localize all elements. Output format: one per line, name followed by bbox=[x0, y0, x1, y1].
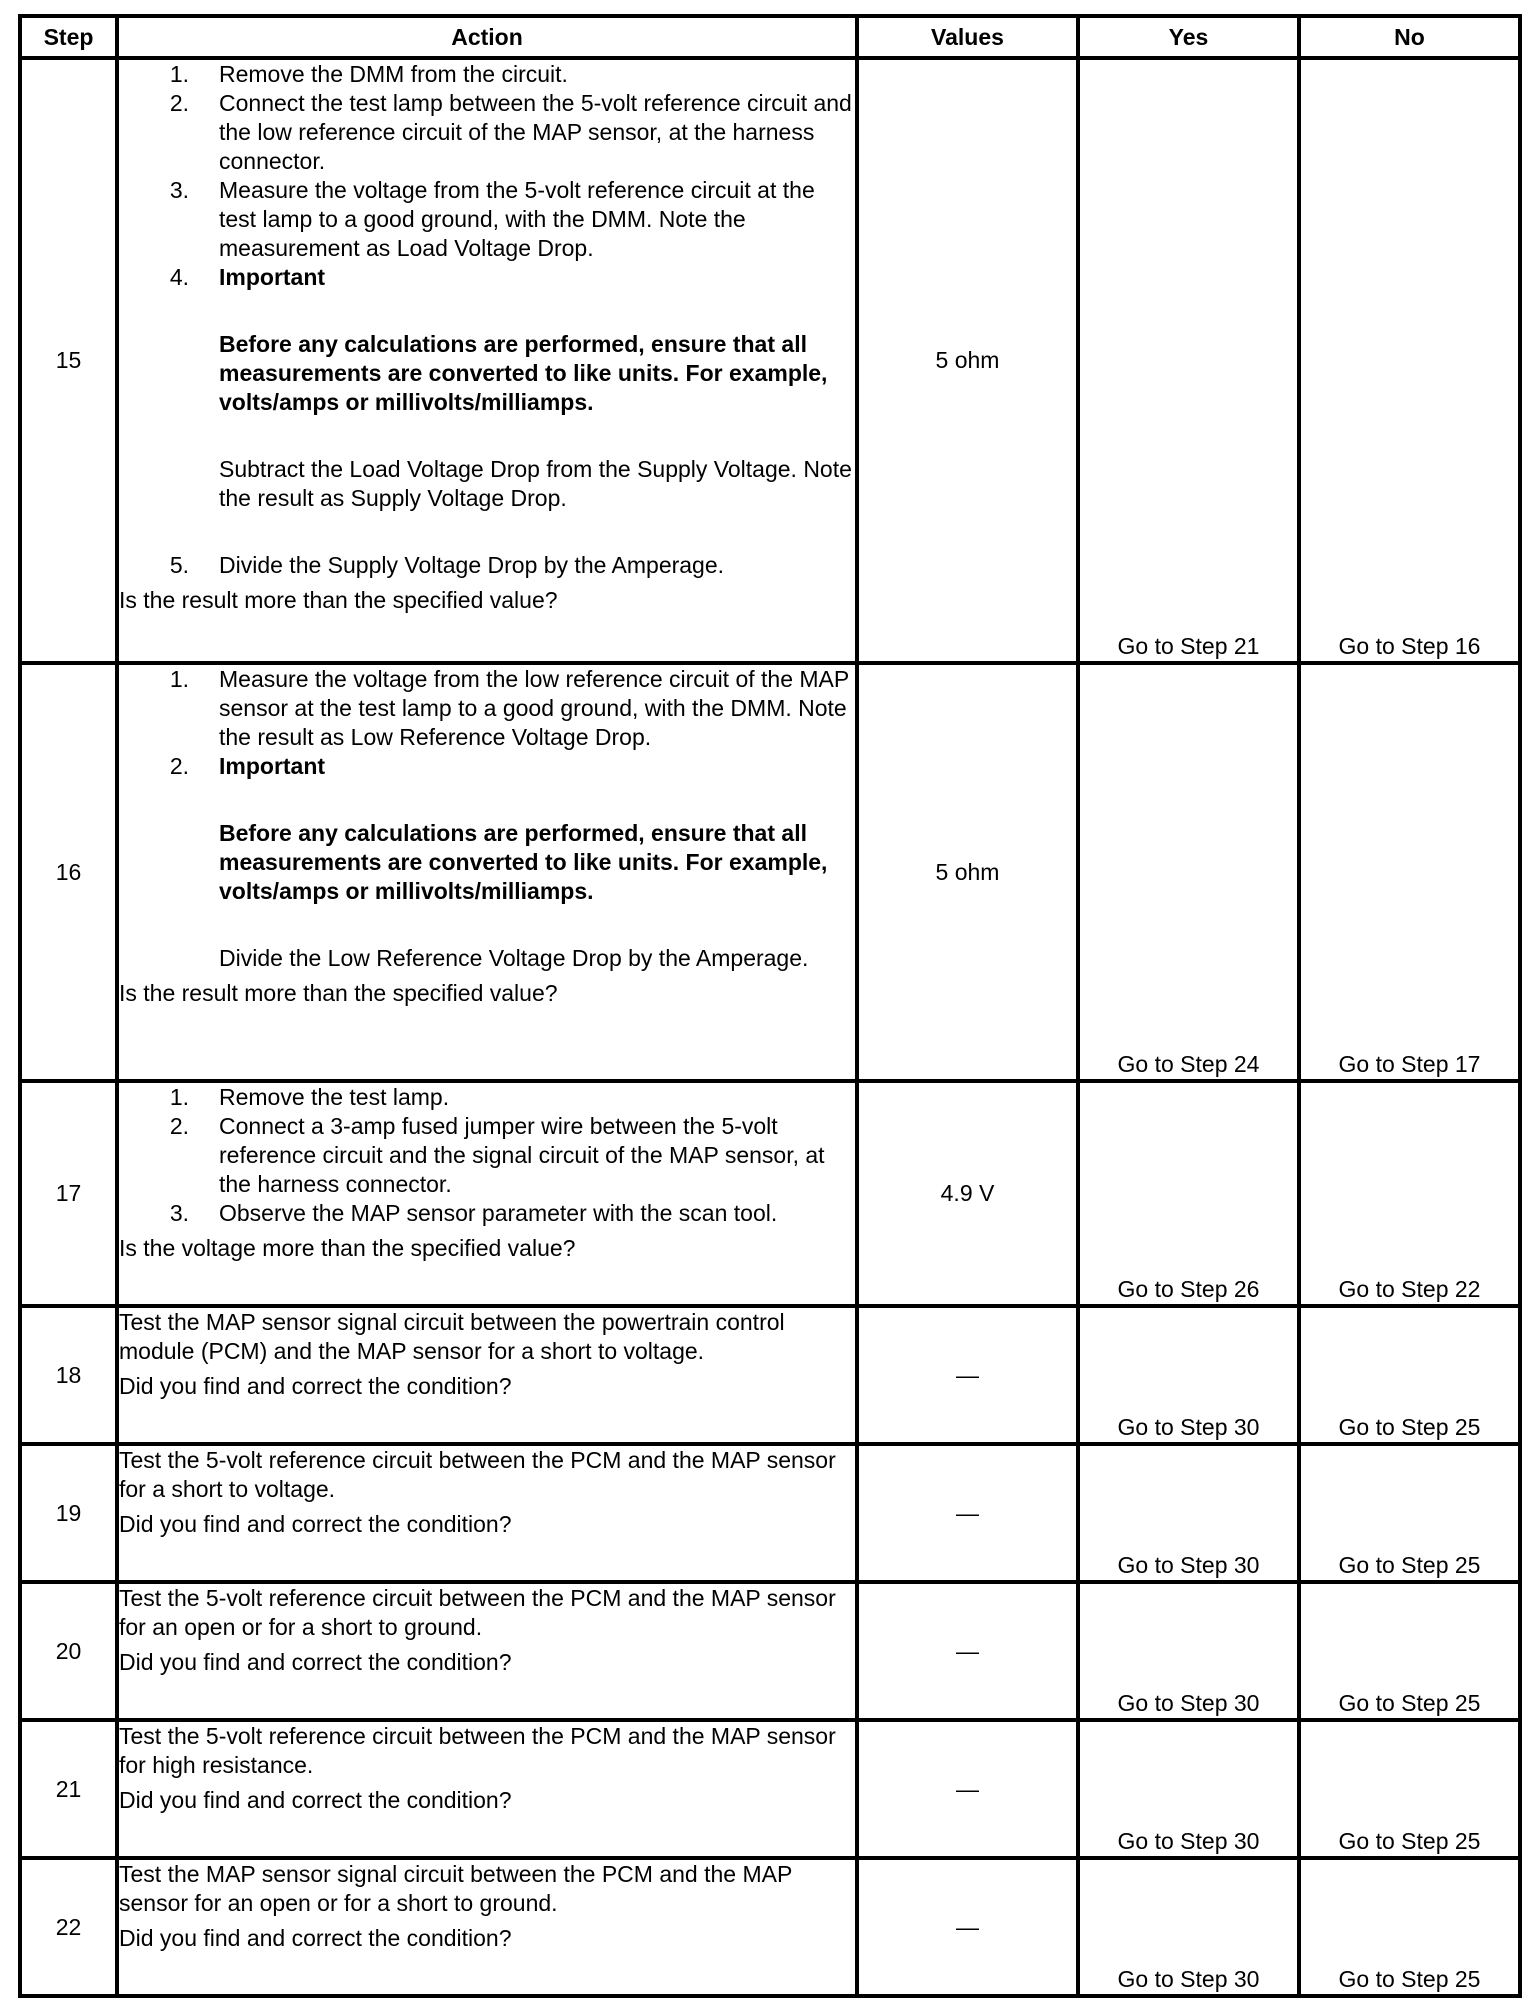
yes-cell: Go to Step 26 bbox=[1078, 1081, 1299, 1306]
action-cell bbox=[117, 1444, 857, 1582]
item-text: Divide the Supply Voltage Drop by the Amperage. bbox=[219, 552, 725, 578]
item-number: 4. bbox=[169, 264, 189, 290]
item-text: Divide the Low Reference Voltage Drop by the Amperage. bbox=[219, 945, 809, 971]
action-text: Test the 5-volt reference circuit between the PCM and the MAP sensor for high resistance. bbox=[119, 1723, 836, 1778]
header-row bbox=[20, 16, 1520, 58]
value-cell: 5 ohm bbox=[857, 663, 1078, 1081]
item-number: 2. bbox=[169, 90, 189, 116]
important-label: Important bbox=[219, 264, 326, 290]
action-question: Is the result more than the specified value? bbox=[119, 980, 558, 1006]
item-number: 2. bbox=[169, 753, 189, 779]
value-cell: 5 ohm bbox=[857, 58, 1078, 663]
action-cell bbox=[117, 1858, 857, 1996]
step-number: 19 bbox=[20, 1444, 117, 1582]
header-values: Values bbox=[857, 16, 1078, 58]
yes-cell: Go to Step 30 bbox=[1078, 1582, 1299, 1720]
list-item bbox=[119, 1083, 855, 1112]
table-row bbox=[20, 1444, 1520, 1582]
table-row bbox=[20, 1306, 1520, 1444]
action-question: Did you find and correct the condition? bbox=[119, 1649, 512, 1675]
table-row bbox=[20, 1858, 1520, 1996]
yes-cell: Go to Step 24 bbox=[1078, 663, 1299, 1081]
action-cell bbox=[117, 58, 857, 663]
item-text: Remove the test lamp. bbox=[219, 1084, 450, 1110]
list-item bbox=[119, 551, 855, 580]
value-cell: — bbox=[857, 1306, 1078, 1444]
value-cell: — bbox=[857, 1582, 1078, 1720]
action-cell bbox=[117, 1720, 857, 1858]
important-warning: Before any calculations are performed, ensure that all measurements are converted to like units. For example, volts/amps or millivolts/milliamps. bbox=[219, 331, 828, 415]
action-question: Is the voltage more than the specified value? bbox=[119, 1235, 576, 1261]
action-text: Test the MAP sensor signal circuit between the PCM and the MAP sensor for an open or for a short to ground. bbox=[119, 1861, 792, 1916]
step-number: 21 bbox=[20, 1720, 117, 1858]
list-item bbox=[119, 752, 855, 973]
action-text: Test the MAP sensor signal circuit between the powertrain control module (PCM) and the MAP sensor for a short to voltage. bbox=[119, 1309, 785, 1364]
header-step: Step bbox=[20, 16, 117, 58]
item-number: 2. bbox=[169, 1113, 189, 1139]
no-cell: Go to Step 22 bbox=[1299, 1081, 1520, 1306]
step-number: 20 bbox=[20, 1582, 117, 1720]
list-item bbox=[119, 665, 855, 752]
value-cell: — bbox=[857, 1720, 1078, 1858]
yes-cell: Go to Step 30 bbox=[1078, 1858, 1299, 1996]
item-number: 5. bbox=[169, 552, 189, 578]
no-cell: Go to Step 25 bbox=[1299, 1720, 1520, 1858]
list-item bbox=[119, 89, 855, 176]
list-item bbox=[119, 263, 855, 513]
no-cell: Go to Step 25 bbox=[1299, 1582, 1520, 1720]
no-cell: Go to Step 25 bbox=[1299, 1858, 1520, 1996]
table-row bbox=[20, 1582, 1520, 1720]
list-item bbox=[119, 1112, 855, 1199]
yes-cell: Go to Step 30 bbox=[1078, 1720, 1299, 1858]
action-question: Is the result more than the specified value? bbox=[119, 587, 558, 613]
yes-cell: Go to Step 30 bbox=[1078, 1306, 1299, 1444]
item-text: Observe the MAP sensor parameter with the scan tool. bbox=[219, 1200, 778, 1226]
important-warning: Before any calculations are performed, ensure that all measurements are converted to like units. For example, volts/amps or millivolts/milliamps. bbox=[219, 820, 828, 904]
action-cell bbox=[117, 1582, 857, 1720]
action-question: Did you find and correct the condition? bbox=[119, 1511, 512, 1537]
list-item bbox=[119, 1199, 855, 1228]
action-question: Did you find and correct the condition? bbox=[119, 1787, 512, 1813]
table-row bbox=[20, 1081, 1520, 1306]
list-item bbox=[119, 60, 855, 89]
value-cell: 4.9 V bbox=[857, 1081, 1078, 1306]
header-no: No bbox=[1299, 16, 1520, 58]
item-number: 3. bbox=[169, 1200, 189, 1226]
table-row bbox=[20, 663, 1520, 1081]
no-cell: Go to Step 25 bbox=[1299, 1306, 1520, 1444]
no-cell: Go to Step 17 bbox=[1299, 663, 1520, 1081]
item-text: Remove the DMM from the circuit. bbox=[219, 61, 568, 87]
no-cell: Go to Step 16 bbox=[1299, 58, 1520, 663]
item-text: Connect the test lamp between the 5-volt reference circuit and the low reference circuit of the MAP sensor, at the harness connector. bbox=[219, 90, 852, 174]
step-number: 15 bbox=[20, 58, 117, 663]
header-yes: Yes bbox=[1078, 16, 1299, 58]
yes-cell: Go to Step 21 bbox=[1078, 58, 1299, 663]
value-cell: — bbox=[857, 1858, 1078, 1996]
step-number: 18 bbox=[20, 1306, 117, 1444]
item-text: Connect a 3-amp fused jumper wire between the 5-volt reference circuit and the signal circuit of the MAP sensor, at the harness connector. bbox=[219, 1113, 825, 1197]
item-text: Measure the voltage from the 5-volt reference circuit at the test lamp to a good ground, with the DMM. Note the measurement as Load Voltage Drop. bbox=[219, 177, 815, 261]
action-cell bbox=[117, 1081, 857, 1306]
value-cell: — bbox=[857, 1444, 1078, 1582]
step-number: 22 bbox=[20, 1858, 117, 1996]
action-cell bbox=[117, 663, 857, 1081]
header-action: Action bbox=[117, 16, 857, 58]
no-cell: Go to Step 25 bbox=[1299, 1444, 1520, 1582]
table-row bbox=[20, 58, 1520, 663]
item-number: 1. bbox=[169, 666, 189, 692]
table-row bbox=[20, 1720, 1520, 1858]
important-label: Important bbox=[219, 753, 326, 779]
diagnostic-table bbox=[18, 14, 1522, 1998]
list-item bbox=[119, 176, 855, 263]
item-text: Subtract the Load Voltage Drop from the Supply Voltage. Note the result as Supply Voltage Drop. bbox=[219, 456, 852, 511]
step-number: 17 bbox=[20, 1081, 117, 1306]
item-number: 3. bbox=[169, 177, 189, 203]
step-number: 16 bbox=[20, 663, 117, 1081]
action-text: Test the 5-volt reference circuit between the PCM and the MAP sensor for an open or for a short to ground. bbox=[119, 1585, 836, 1640]
item-text: Measure the voltage from the low reference circuit of the MAP sensor at the test lamp to a good ground, with the DMM. Note the result as Low Reference Voltage Drop. bbox=[219, 666, 849, 750]
item-number: 1. bbox=[169, 61, 189, 87]
action-cell bbox=[117, 1306, 857, 1444]
item-number: 1. bbox=[169, 1084, 189, 1110]
action-text: Test the 5-volt reference circuit between the PCM and the MAP sensor for a short to voltage. bbox=[119, 1447, 836, 1502]
yes-cell: Go to Step 30 bbox=[1078, 1444, 1299, 1582]
action-question: Did you find and correct the condition? bbox=[119, 1925, 512, 1951]
action-question: Did you find and correct the condition? bbox=[119, 1373, 512, 1399]
